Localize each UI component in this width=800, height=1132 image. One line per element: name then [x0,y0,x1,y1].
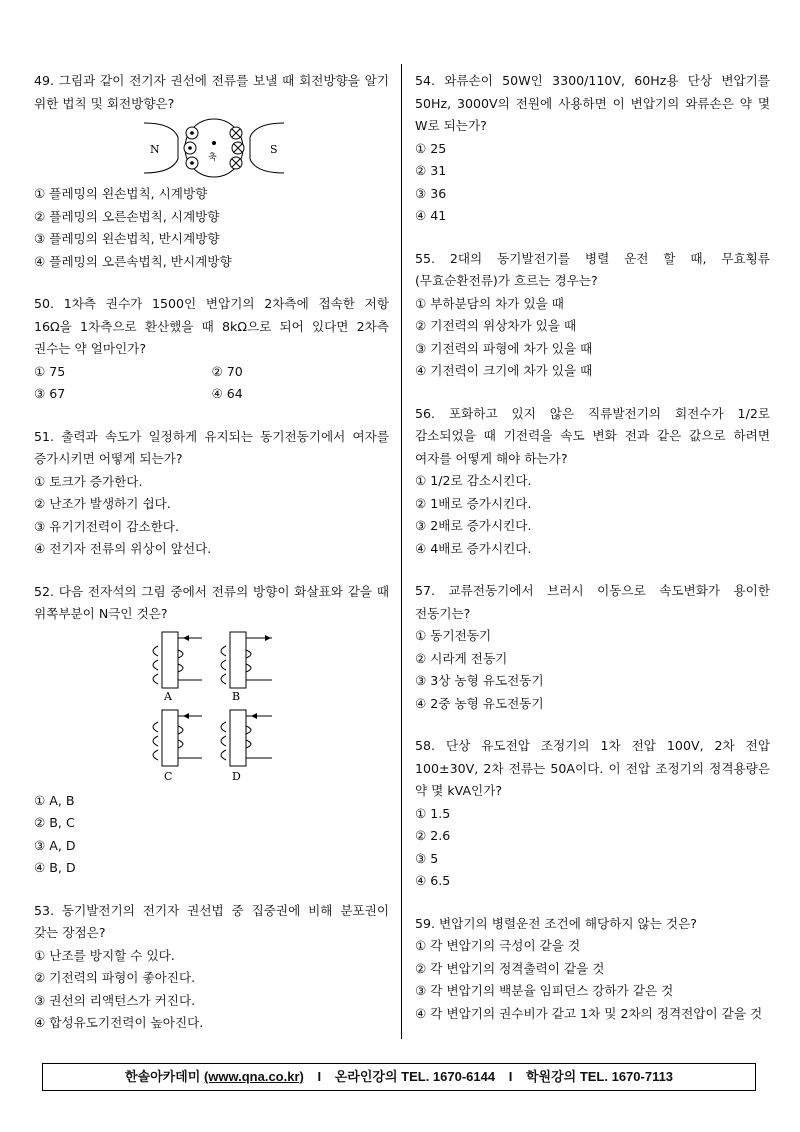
label-a: A [164,689,172,703]
option-4: ④ 6.5 [415,873,451,888]
question-54 [415,70,770,228]
question-text: 58. 단상 유도전압 조정기의 1차 전압 100V, 2차 전압 100±30V, 2차 전류는 50A이다. 이 전압 조정기의 정격용량은 약 몇 kVA인가? [415,738,770,798]
option-4: ④ 41 [415,208,447,223]
question-text: 51. 출력과 속도가 일정하게 유지되는 동기전동기에서 여자를 증가시키면 어떻게 되는가? [34,428,389,466]
options-grid [34,361,389,406]
left-column [34,70,389,1055]
option-1: ① 토크가 증가한다. [34,473,143,489]
question-text: 55. 2대의 동기발전기를 병렬 운전 할 때, 무효횡류(무효순환전류)가 흐르는 경우는? [415,250,770,288]
footer-separator: I [317,1069,322,1084]
option-2: ② 1배로 증가시킨다. [415,495,532,511]
option-3: ③ 권선의 리액턴스가 커진다. [34,992,196,1008]
option-3: ③ 36 [415,185,447,201]
armature-rotation-figure [134,117,294,179]
option-4: ④ 합성유도기전력이 높아진다. [34,1015,204,1030]
shaft-dot [212,141,216,145]
option-3: ③ 플레밍의 왼손법칙, 반시계방향 [34,231,220,246]
option-2: ② 70 [211,363,243,379]
right-column [415,70,770,1045]
question-text: 59. 변압기의 병렬운전 조건에 해당하지 않는 것은? [415,915,697,931]
option-2: ② 각 변압기의 정격출력이 같을 것 [415,960,605,976]
footer-bar [42,1063,756,1091]
option-1: ① 플레밍의 왼손법칙, 시계방향 [34,186,208,201]
option-3: ③ 67 [34,386,66,401]
question-text: 50. 1차측 권수가 1500인 변압기의 2차측에 접속한 저항 16Ω을 1차측으로 환산했을 때 8kΩ으로 되어 있다면 2차측 권수는 약 얼마인가? [34,296,389,356]
option-2: ② 시라게 전동기 [415,650,508,666]
question-text: 54. 와류손이 50W인 3300/110V, 60Hz용 단상 변압기를 50Hz, 3000V의 전원에 사용하면 이 변압기의 와류손은 약 몇 W로 되는가? [415,73,770,133]
question-56 [415,403,770,561]
option-4: ④ 전기자 전류의 위상이 앞선다. [34,541,212,556]
offline-course-phone: 학원강의 TEL. 1670-7113 [525,1069,674,1084]
academy-name: 한솔아카데미 [124,1069,201,1084]
option-2: ② B, C [34,815,75,830]
electromagnet-figure [144,628,304,786]
label-b: B [232,689,241,703]
question-text: 52. 다음 전자석의 그림 중에서 전류의 방향이 화살표와 같을 때 위쪽부분이 N극인 것은? [34,583,389,621]
option-4: ④ 각 변압기의 권수비가 같고 1차 및 2차의 정격전압이 같을 것 [415,1005,763,1021]
option-3: ③ A, D [34,837,76,853]
option-4: ④ 2중 농형 유도전동기 [415,695,544,711]
question-49 [34,70,389,273]
question-53 [34,900,389,1035]
current-in-crosses [230,127,244,169]
option-3: ③ 3상 농형 유도전동기 [415,673,544,688]
figure-n-label: N [150,143,160,156]
question-text: 57. 교류전동기에서 브러시 이동으로 속도변화가 용이한 전동기는? [415,583,770,621]
question-text: 56. 포화하고 있지 않은 직류발전기의 회전수가 1/2로 감소되었을 때 기전력을 속도 변화 전과 같은 값으로 하려면 여자를 어떻게 해야 하는가? [415,405,770,466]
option-1: ① 부하분담의 차가 있을 때 [415,295,564,311]
figure-center-label: 축 [208,153,217,163]
option-1: ① 난조를 방지할 수 있다. [34,947,175,963]
question-58 [415,735,770,893]
option-3: ③ 2배로 증가시킨다. [415,518,532,533]
magnet-c [153,710,202,783]
option-1: ① 1/2로 감소시킨다. [415,473,532,488]
magnet-a [153,632,202,703]
option-3: ③ 각 변압기의 백분율 임피던스 강하가 같은 것 [415,983,674,998]
option-1: ① 동기전동기 [415,628,492,643]
option-2: ② 31 [415,163,447,178]
label-c: C [164,769,173,783]
figure-s-label: S [270,143,278,156]
option-4: ④ 4배로 증가시킨다. [415,540,532,556]
option-1: ① 1.5 [415,805,451,821]
option-4: ④ 64 [211,386,243,401]
option-2: ② 플레밍의 오른손법칙, 시계방향 [34,208,220,224]
label-d: D [232,769,241,783]
question-51 [34,426,389,561]
option-4: ④ B, D [34,860,76,875]
footer-separator: I [508,1069,513,1084]
question-text: 49. 그림과 같이 전기자 권선에 전류를 보낼 때 회전방향을 알기 위한 법칙 및 회전방향은? [34,73,389,111]
magnet-b [221,632,272,703]
column-divider [401,64,402,1039]
magnet-d [221,710,272,783]
option-4: ④ 플레밍의 오른속법칙, 반시계방향 [34,253,232,269]
option-1: ① 25 [415,140,447,156]
question-55 [415,248,770,383]
option-3: ③ 기전력의 파형에 차가 있을 때 [415,340,593,356]
online-course-phone: 온라인강의 TEL. 1670-6144 [334,1069,496,1084]
option-1: ① 각 변압기의 극성이 같을 것 [415,938,581,953]
question-text: 53. 동기발전기의 전기자 권선법 중 집중권에 비해 분포권이 갖는 장점은? [34,902,389,940]
option-2: ② 기전력의 파형이 좋아진다. [34,970,196,985]
current-out-dots [184,127,198,169]
option-4: ④ 기전력이 크기에 차가 있을 때 [415,363,593,378]
question-52 [34,581,389,880]
option-3: ③ 5 [415,850,439,866]
academy-website-link[interactable]: (www.qna.co.kr) [203,1069,304,1084]
option-1: ① 75 [34,363,66,379]
question-57 [415,580,770,715]
question-50 [34,293,389,406]
option-2: ② 난조가 발생하기 쉽다. [34,496,171,511]
question-59 [415,913,770,1026]
option-2: ② 기전력의 위상차가 있을 때 [415,318,577,333]
option-3: ③ 유기기전력이 감소한다. [34,518,179,534]
option-2: ② 2.6 [415,828,451,843]
option-1: ① A, B [34,792,75,808]
